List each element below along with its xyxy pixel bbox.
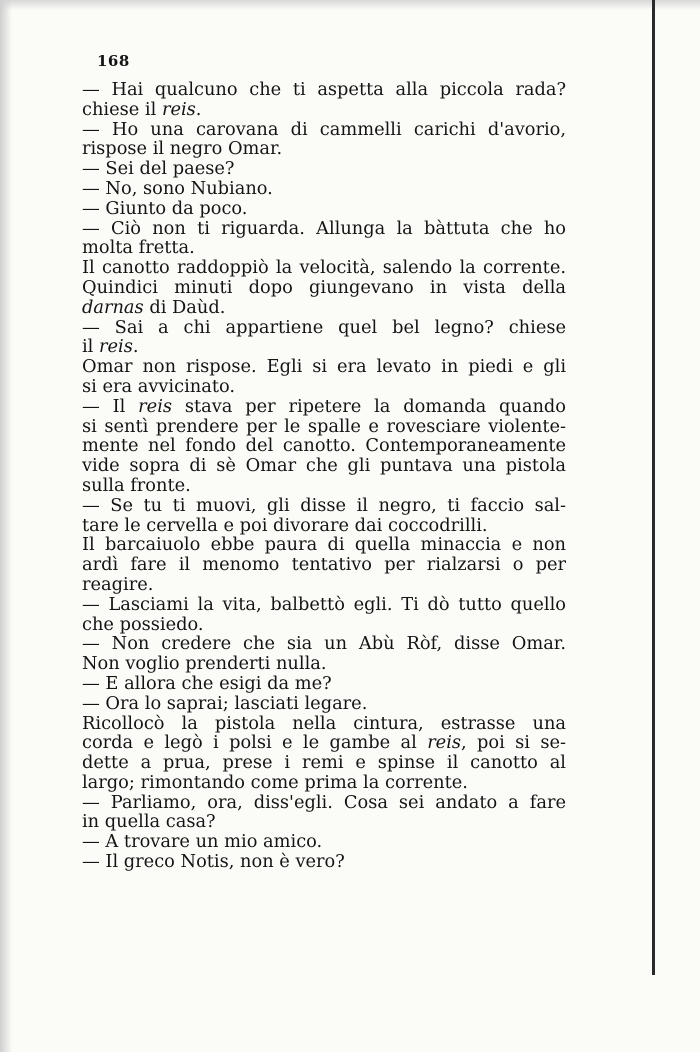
text-line: — Lasciami la vita, balbettò egli. Ti dò tutto quello [82,593,566,615]
binding-gutter-line [652,0,655,975]
text-line: chiese il reis. [82,98,202,120]
text-line: corda e legò i polsi e le gambe al reis, poi si se- [82,732,566,754]
text-line: — Il reis stava per ripetere la domanda quando [82,395,566,417]
text-line: rispose il negro Omar. [82,138,283,160]
text-line: mente nel fondo del canotto. Contemporaneamente [82,435,566,457]
text-line: tare le cervella e poi divorare dai coccodrilli. [82,514,488,536]
text-line: dette a prua, prese i remi e spinse il canotto al [82,752,566,774]
text-line: darnas di Daùd. [82,296,226,318]
text-line: si era avvicinato. [82,375,236,397]
text-line: — Se tu ti muovi, gli disse il negro, ti faccio sal- [82,494,566,516]
text-line: Il canotto raddoppiò la velocità, salendo la corrente. [82,257,566,279]
text-line: — Sai a chi appartiene quel bel legno? chiese [82,316,566,338]
text-line: che possiedo. [82,613,204,635]
page-edge-top [0,0,700,10]
text-line: si sentì prendere per le spalle e rovesciare violente- [82,415,566,437]
text-line: — No, sono Nubiano. [82,177,273,199]
text-line: in quella casa? [82,811,216,833]
text-line: Quindici minuti dopo giungevano in vista della [82,276,566,298]
text-line: Omar non rispose. Egli si era levato in piedi e gli [82,356,566,378]
text-line: Ricollocò la pistola nella cintura, estrasse una [82,712,566,734]
text-line: vide sopra di sè Omar che gli puntava una pistola [82,455,566,477]
text-line: — Ciò non ti riguarda. Allunga la bàttuta che ho [82,217,566,239]
text-line: — E allora che esigi da me? [82,672,332,694]
text-line: ardì fare il menomo tentativo per rialzarsi o per [82,554,566,576]
text-line: — A trovare un mio amico. [82,831,323,853]
page-edge-left [0,0,12,1052]
text-line: — Ho una carovana di cammelli carichi d'avorio, [82,118,566,140]
page-text [82,80,566,872]
text-line: — Non credere che sia un Abù Ròf, disse Omar. [82,633,566,655]
text-line: molta fretta. [82,237,195,259]
text-line: — Parliamo, ora, diss'egli. Cosa sei andato a fare [82,791,566,813]
text-line: — Il greco Notis, non è vero? [82,851,345,873]
page-number: 168 [97,52,130,70]
text-line: il reis. [82,336,139,358]
text-line: — Giunto da poco. [82,197,248,219]
text-line: — Sei del paese? [82,158,235,180]
text-line: largo; rimontando come prima la corrente. [82,771,468,793]
text-line: sulla fronte. [82,474,191,496]
text-line: Non voglio prenderti nulla. [82,653,327,675]
text-line: Il barcaiuolo ebbe paura di quella minaccia e non [82,534,566,556]
text-line: — Ora lo saprai; lasciati legare. [82,692,368,714]
text-line: — Hai qualcuno che ti aspetta alla piccola rada? [82,79,566,100]
text-line: reagire. [82,573,154,595]
